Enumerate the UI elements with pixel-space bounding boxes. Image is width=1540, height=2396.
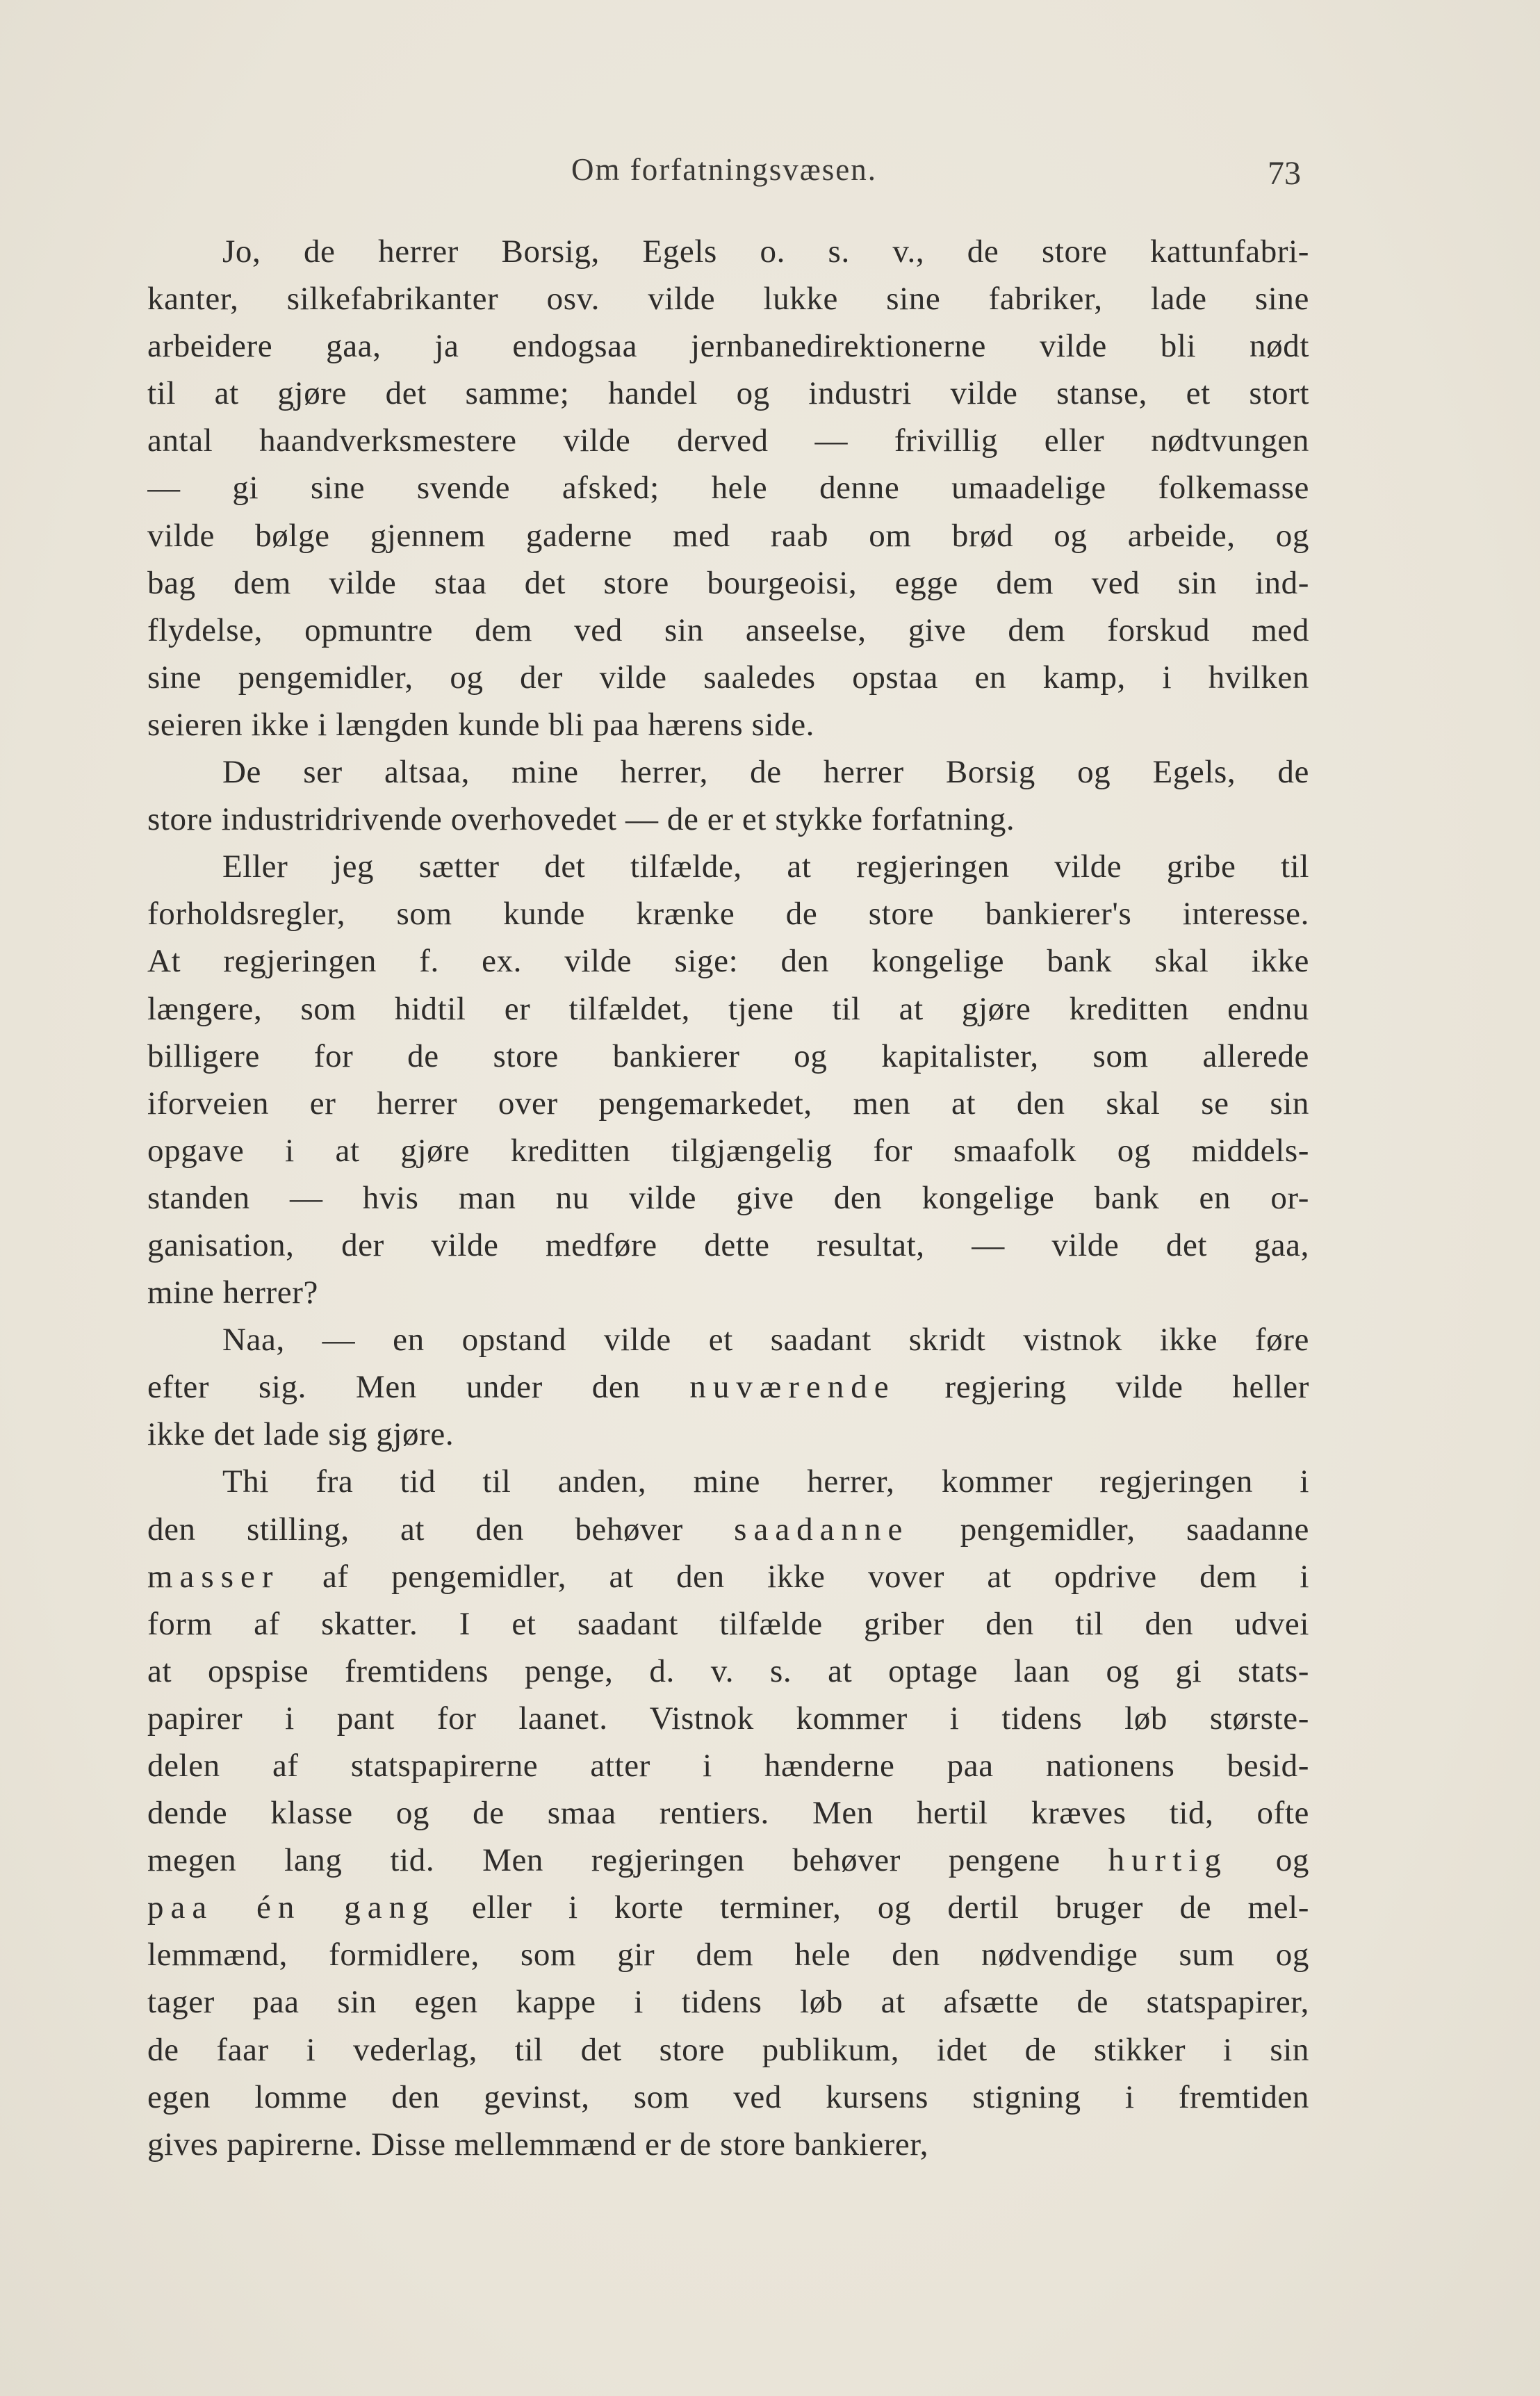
text-line: [147, 890, 1309, 937]
text-segment: kanter, silkefabrikanter osv. vilde lukke sine fabriker, lade sine: [147, 281, 1309, 318]
text-segment: opgave i at gjøre kreditten tilgjængelig for smaafolk og middels-: [147, 1132, 1309, 1169]
text-segment: form af skatter. I et saadant tilfælde griber den til den udvei: [147, 1605, 1309, 1642]
body-text: [147, 228, 1309, 2168]
text-line: [147, 2074, 1309, 2121]
text-line: [147, 1600, 1309, 1648]
text-segment: af pengemidler, at den ikke vover at opdrive dem i: [279, 1558, 1309, 1595]
text-segment: seieren ikke i længden kunde bli paa hærens side.: [147, 706, 815, 743]
text-line: [147, 937, 1309, 985]
text-line: [147, 1080, 1309, 1127]
text-segment: og: [1227, 1842, 1309, 1879]
text-segment: — gi sine svende afsked; hele denne umaadelige folkemasse: [147, 470, 1309, 507]
text-line: [147, 985, 1309, 1033]
text-line: [147, 748, 1309, 796]
text-line: [147, 701, 1309, 748]
spaced-emphasis: hurtig: [1108, 1842, 1228, 1879]
text-line: [147, 1222, 1309, 1269]
text-line: [147, 1363, 1309, 1411]
text-line: [147, 1553, 1309, 1600]
text-segment: bag dem vilde staa det store bourgeoisi, egge dem ved sin ind-: [147, 564, 1309, 601]
text-line: [147, 1127, 1309, 1174]
text-line: [147, 512, 1309, 559]
text-line: [147, 1411, 1309, 1458]
text-segment: pengemidler, saadanne: [909, 1511, 1309, 1548]
text-line: [147, 1506, 1309, 1553]
text-line: [147, 843, 1309, 890]
text-line: [147, 1837, 1309, 1884]
text-segment: antal haandverksmestere vilde derved — frivillig eller nødtvungen: [147, 422, 1309, 459]
text-line: [147, 654, 1309, 701]
text-line: [147, 370, 1309, 417]
text-segment: vilde bølge gjennem gaderne med raab om brød og arbeide, og: [147, 517, 1309, 554]
text-line: [147, 1978, 1309, 2026]
text-line: [147, 2026, 1309, 2074]
text-segment: ganisation, der vilde medføre dette resultat, — vilde det gaa,: [147, 1226, 1309, 1263]
text-segment: Naa, — en opstand vilde et saadant skridt vistnok ikke føre: [222, 1322, 1309, 1359]
text-line: [147, 1931, 1309, 1978]
text-segment: Eller jeg sætter det tilfælde, at regjeringen vilde gribe til: [222, 848, 1309, 885]
spaced-emphasis: saadanne: [734, 1511, 910, 1548]
text-segment: eller i korte terminer, og dertil bruger de mel-: [435, 1889, 1309, 1926]
running-title: Om forfatningsvæsen.: [571, 152, 877, 187]
text-line: [147, 607, 1309, 654]
text-segment: lemmænd, formidlere, som gir dem hele den nødvendige sum og: [147, 1937, 1309, 1974]
text-segment: efter sig. Men under den: [147, 1369, 690, 1406]
text-segment: længere, som hidtil er tilfældet, tjene til at gjøre kreditten endnu: [147, 990, 1309, 1027]
text-segment: store industridrivende overhovedet — de er et stykke forfatning.: [147, 801, 1015, 838]
text-segment: egen lomme den gevinst, som ved kursens stigning i fremtiden: [147, 2078, 1309, 2115]
text-line: [147, 1458, 1309, 1505]
text-segment: flydelse, opmuntre dem ved sin anseelse, give dem forskud med: [147, 612, 1309, 648]
text-segment: Thi fra tid til anden, mine herrer, kommer regjeringen i: [222, 1463, 1309, 1500]
text-line: [147, 1269, 1309, 1316]
text-segment: de faar i vederlag, til det store publikum, idet de stikker i sin: [147, 2031, 1309, 2068]
text-line: [147, 1033, 1309, 1080]
text-segment: papirer i pant for laanet. Vistnok kommer i tidens løb største-: [147, 1700, 1309, 1737]
text-line: [147, 1742, 1309, 1789]
running-head: [147, 151, 1301, 196]
text-line: [147, 1174, 1309, 1222]
page-number: 73: [1268, 155, 1301, 192]
text-segment: til at gjøre det samme; handel og industri vilde stanse, et stort: [147, 375, 1309, 412]
text-segment: At regjeringen f. ex. vilde sige: den kongelige bank skal ikke: [147, 943, 1309, 980]
text-segment: arbeidere gaa, ja endogsaa jernbanedirektionerne vilde bli nødt: [147, 328, 1309, 365]
spaced-emphasis: paa én gang: [147, 1889, 436, 1926]
text-segment: iforveien er herrer over pengemarkedet, men at den skal se sin: [147, 1085, 1309, 1122]
text-segment: sine pengemidler, og der vilde saaledes opstaa en kamp, i hvilken: [147, 659, 1309, 696]
text-line: [147, 464, 1309, 511]
text-segment: megen lang tid. Men regjeringen behøver pengene: [147, 1842, 1108, 1879]
text-line: [147, 2121, 1309, 2168]
text-line: [147, 322, 1309, 370]
text-segment: den stilling, at den behøver: [147, 1511, 735, 1548]
text-segment: dende klasse og de smaa rentiers. Men hertil kræves tid, ofte: [147, 1795, 1309, 1832]
text-line: [147, 228, 1309, 275]
text-segment: regjering vilde heller: [895, 1369, 1309, 1406]
text-line: [147, 1884, 1309, 1931]
text-line: [147, 1695, 1309, 1742]
text-segment: delen af statspapirerne atter i hænderne paa nationens besid-: [147, 1748, 1309, 1784]
text-line: [147, 275, 1309, 322]
text-line: [147, 1648, 1309, 1695]
spaced-emphasis: nuværende: [689, 1369, 896, 1406]
text-line: [147, 417, 1309, 464]
text-segment: ikke det lade sig gjøre.: [147, 1416, 454, 1453]
text-segment: De ser altsaa, mine herrer, de herrer Borsig og Egels, de: [222, 754, 1309, 791]
text-segment: forholdsregler, som kunde krænke de store bankierer's interesse.: [147, 896, 1309, 933]
text-line: [147, 796, 1309, 843]
text-segment: tager paa sin egen kappe i tidens løb at afsætte de statspapirer,: [147, 1984, 1309, 2021]
text-line: [147, 1789, 1309, 1837]
text-segment: gives papirerne. Disse mellemmænd er de store bankierer,: [147, 2126, 929, 2163]
text-segment: mine herrer?: [147, 1274, 318, 1311]
text-segment: standen — hvis man nu vilde give den kongelige bank en or-: [147, 1179, 1309, 1216]
text-segment: at opspise fremtidens penge, d. v. s. at optage laan og gi stats-: [147, 1652, 1309, 1689]
text-line: [147, 1316, 1309, 1363]
spaced-emphasis: masser: [147, 1558, 280, 1595]
text-segment: billigere for de store bankierer og kapitalister, som allerede: [147, 1037, 1309, 1074]
text-line: [147, 559, 1309, 607]
text-segment: Jo, de herrer Borsig, Egels o. s. v., de store kattunfabri-: [222, 233, 1309, 270]
